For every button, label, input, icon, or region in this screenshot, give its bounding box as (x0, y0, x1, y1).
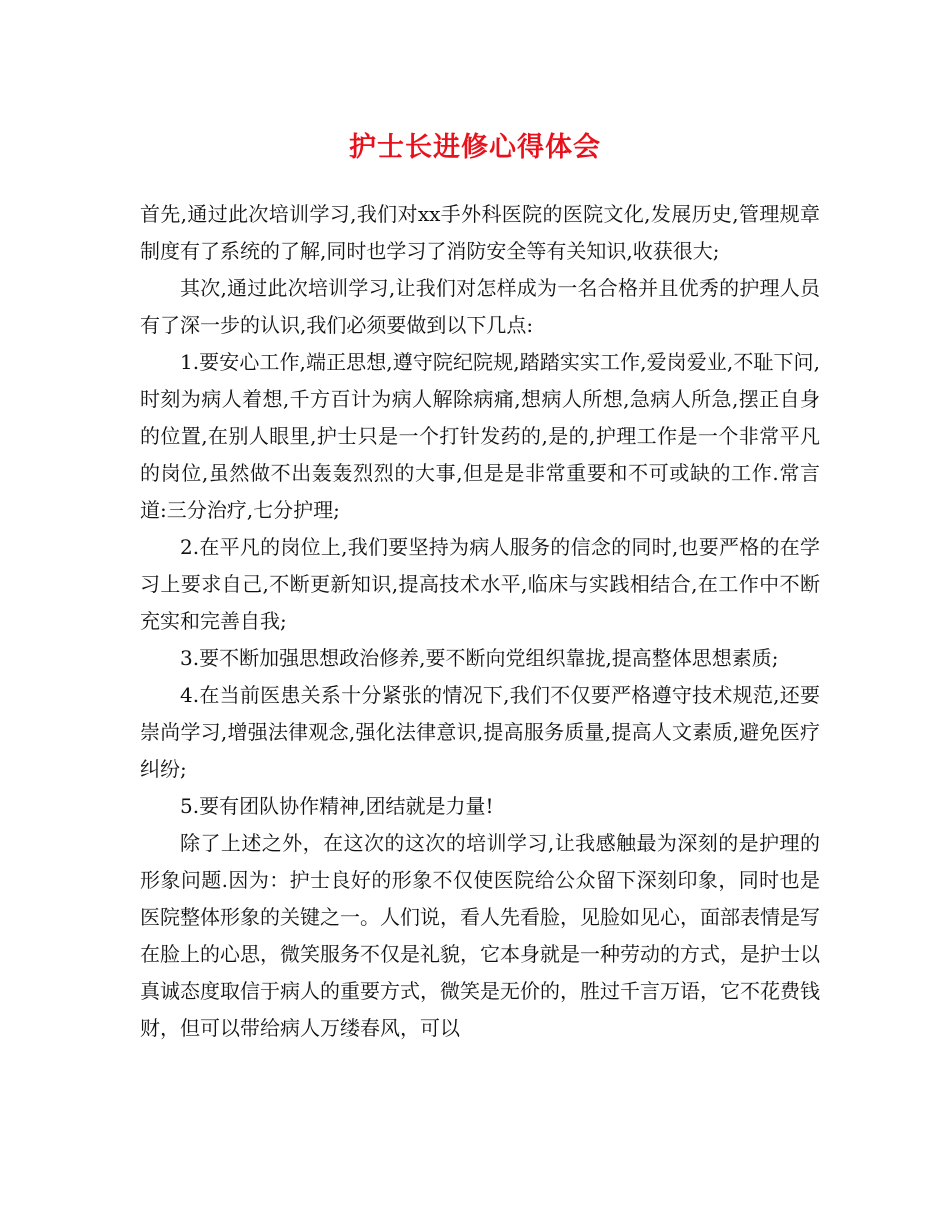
paragraph-intro: 首先,通过此次培训学习,我们对xx手外科医院的医院文化,发展历史,管理规章制度有了系统的了解,同时也学习了消防安全等有关知识,收获很大; (140, 202, 820, 263)
document-body (140, 196, 820, 1047)
document-title: 护士长进修心得体会 (349, 132, 601, 163)
paragraph-image: 除了上述之外，在这次的这次的培训学习,让我感触最为深刻的是护理的形象问题.因为：护士良好的形象不仅使医院给公众留下深刻印象，同时也是医院整体形象的关键之一。人们说，看人先看脸，见脸如见心，面部表情是写在脸上的心思，微笑服务不仅是礼貌，它本身就是一种劳动的方式，是护士以真诚态度取信于病人的重要方式，微笑是无价的，胜过千言万语，它不花费钱财，但可以带给病人万缕春风，可以 (140, 831, 820, 1040)
paragraph-point-5: 5.要有团队协作精神,团结就是力量! (180, 794, 494, 818)
paragraph-point-4: 4.在当前医患关系十分紧张的情况下,我们不仅要严格遵守技术规范,还要崇尚学习,增强法律观念,强化法律意识,提高服务质量,提高人文素质,避免医疗纠纷; (140, 683, 820, 781)
paragraph-second: 其次,通过此次培训学习,让我们对怎样成为一名合格并且优秀的护理人员有了深一步的认识,我们必须要做到以下几点: (140, 276, 820, 337)
paragraph-point-2: 2.在平凡的岗位上,我们要坚持为病人服务的信念的同时,也要严格的在学习上要求自己,不断更新知识,提高技术水平,临床与实践相结合,在工作中不断充实和完善自我; (140, 535, 820, 633)
paragraph-point-1: 1.要安心工作,端正思想,遵守院纪院规,踏踏实实工作,爱岗爱业,不耻下问,时刻为病人着想,千方百计为病人解除病痛,想病人所想,急病人所急,摆正自身的位置,在别人眼里,护士只是一个打针发药的,是的,护理工作是一个非常平凡的岗位,虽然做不出轰轰烈烈的大事,但是是非常重要和不可或缺的工作.常言道:三分治疗,七分护理; (140, 350, 820, 522)
paragraph-point-3: 3.要不断加强思想政治修养,要不断向党组织靠拢,提高整体思想素质; (180, 646, 779, 670)
